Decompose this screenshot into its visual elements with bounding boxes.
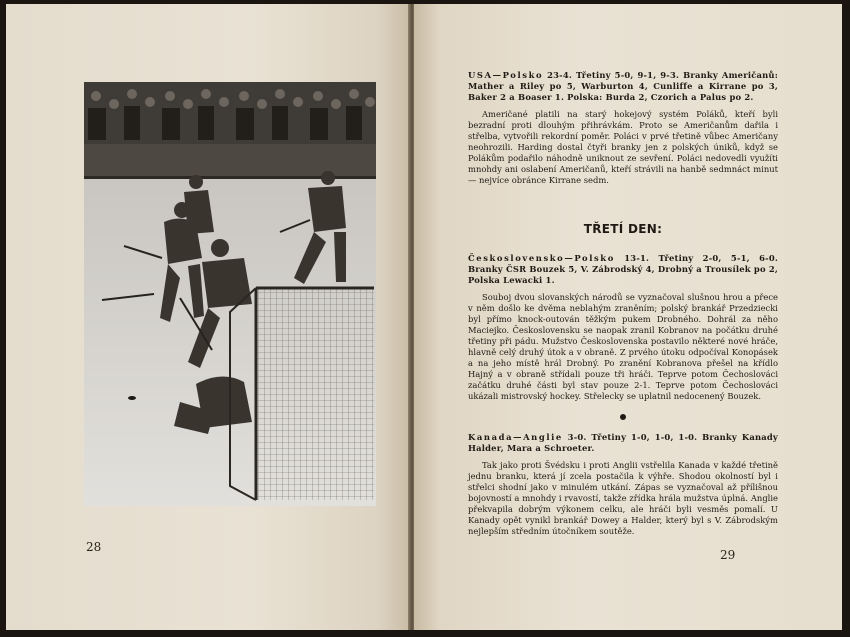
article-text (468, 70, 778, 537)
section-bullet (620, 414, 626, 420)
match-csr-heading (468, 253, 778, 286)
match-usa-report: Američané platili na starý hokejový systém Poláků, kteří byli bezradní proti dlouhým přihrávkám. Proto se Američanům dařila i střelba, vytvořili rekordní poměr. Poláci v prvé třetině vůbec Američany neohrozili. Harding dostal čtyři branky jen z polských úniků, když se Polákům podařilo náhodně uniknout ze sevření. Poláci nedovedli využíti mnohdy ani oslabení Američanů, kteří strávili na hanbě sedmnáct minut — nejvíce obránce Kirrane sedm. (468, 109, 778, 185)
left-page (6, 4, 410, 630)
match-kanada-heading (468, 432, 778, 454)
day-title: TŘETÍ DEN: (583, 222, 663, 236)
match-csr-report: Souboj dvou slovanských národů se vyznačoval slušnou hrou a přece v něm došlo ke dvěma neblahým zraněním; polský brankář Przedziecki byl přímo knock-outován těžkým pukem Drobného. Dohrál za něho Maciejko. Československu se naopak zranil Kobranov na počátku druhé třetiny při pádu. Mužstvo Československa postavilo některé nové hráče, hlavně celý druhý útok a v obraně. Z prvého útoku odpočíval Konopásek a na jeho místě hrál Drobný. Po zranění Kobranova přešel na křídlo Hajný a v obraně střídali pouze tři hráči. Teprve potom Čechoslováci začátku druhé části byl stav pouze 2-1. Teprve potom Čechoslováci ukázali mistrovský hockey. Střelecky se uplatnil nedocenený Bouzek. (468, 292, 778, 401)
match-kanada-teams: Kanada—Anglie (468, 432, 563, 442)
match-usa-result: 23-4. Třetiny 5-0, 9-1, 9-3. Branky Američanů: Mather a Riley po 5, Warburton 4, Cunliffe a Kirrane po 3, Baker 2 a Boaser 1. Polska: Burda 2, Czorich a Palus po 2. (468, 70, 778, 102)
match-usa-teams: USA—Polsko (468, 70, 544, 80)
match-kanada-report: Tak jako proti Švédsku i proti Anglii vstřelila Kanada v každé třetině jednu branku, která jí zcela postačila k výhře. Shodou okolností byl i střelci shodní jako v minulém utkání. Zápas se vyznačoval až přílišnou bojovností a mnohdy i rvavostí, takže zřídka hrála mužstva úplná. Anglie překvapila dobrým výkonem celku, ale hráči byli vesměs pomalí. U Kanady opět vynikl brankář Dowey a Halder, který byl s V. Zábrodským nejlepším středním útočníkem soutěže. (468, 460, 778, 536)
page-number-left: 28 (86, 540, 102, 554)
match-usa-heading (468, 70, 778, 103)
hockey-photo-image (84, 82, 376, 506)
match-csr-result: 13-1. Třetiny 2-0, 5-1, 6-0. Branky ČSR Bouzek 5, V. Zábrodský 4, Drobný a Trousílek po 2, Polska Lewacki 1. (468, 253, 778, 285)
hockey-photo (84, 82, 376, 506)
match-csr-teams: Československo—Polsko (468, 253, 615, 263)
match-kanada-result: 3-0. Třetiny 1-0, 1-0, 1-0. Branky Kanady Halder, Mara a Schroeter. (468, 432, 778, 453)
page-number-right: 29 (720, 548, 736, 562)
right-page (414, 4, 842, 630)
